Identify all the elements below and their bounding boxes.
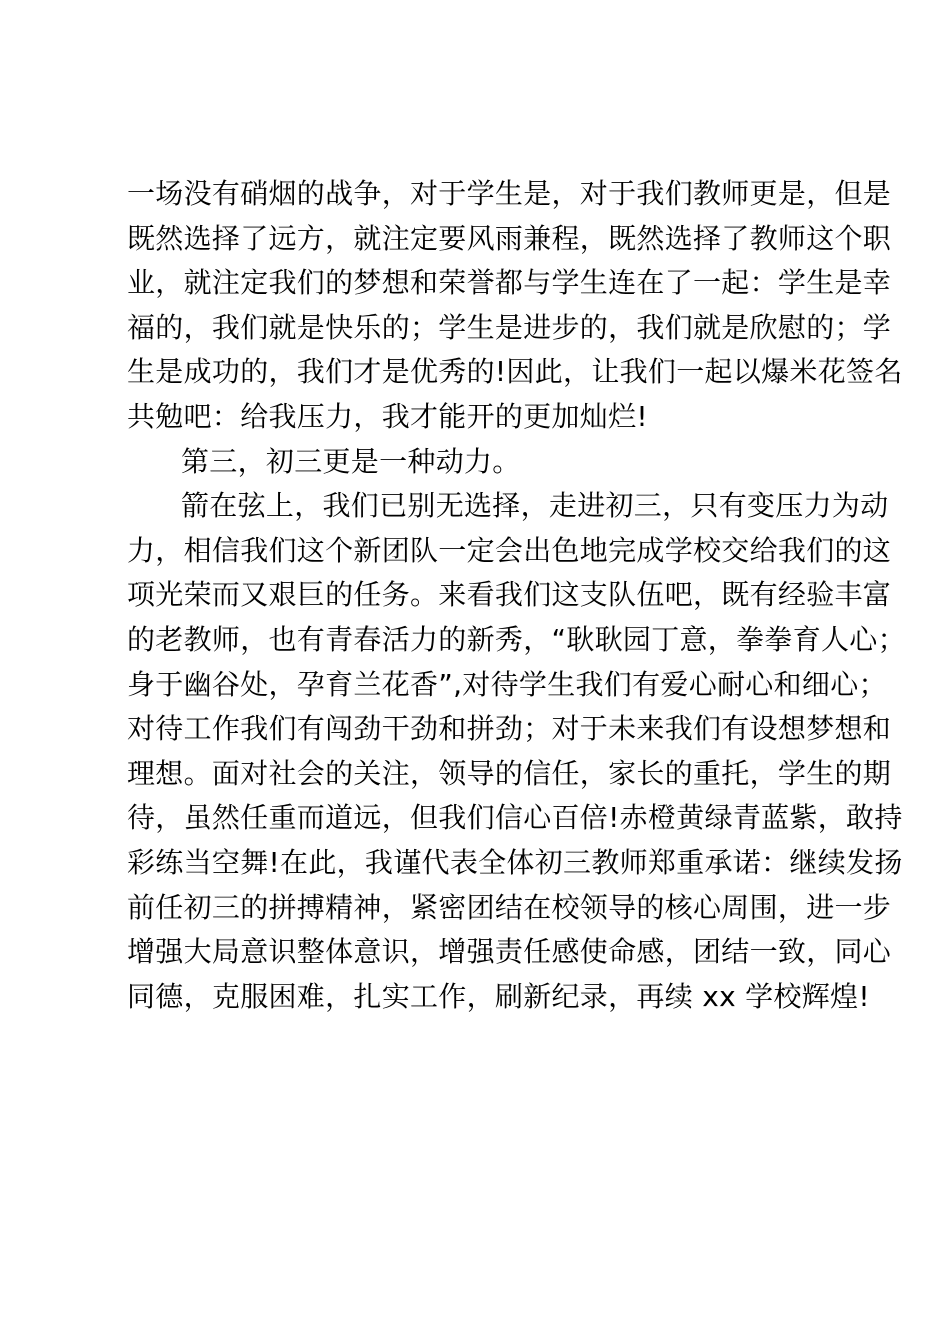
text-line: 共勉吧：给我压力，我才能开的更加灿烂! <box>127 399 648 433</box>
text-line: 项光荣而又艰巨的任务。来看我们这支队伍吧，既有经验丰富 <box>127 578 892 612</box>
text-line: 待，虽然任重而道远，但我们信心百倍!赤橙黄绿青蓝紫，敢持 <box>127 801 903 835</box>
text-line: 前任初三的拼搏精神，紧密团结在校领导的核心周围，进一步 <box>127 890 892 924</box>
text-line: 对待工作我们有闯劲干劲和拼劲；对于未来我们有设想梦想和 <box>127 712 892 746</box>
text-line: 理想。面对社会的关注，领导的信任，家长的重托，学生的期 <box>127 756 892 790</box>
text-line: 彩练当空舞!在此，我谨代表全体初三教师郑重承诺：继续发扬 <box>127 845 903 879</box>
text-line: 一场没有硝烟的战争，对于学生是，对于我们教师更是，但是 <box>127 177 892 210</box>
text-line: 力，相信我们这个新团队一定会出色地完成学校交给我们的这 <box>127 533 892 567</box>
text-line: 福的，我们就是快乐的；学生是进步的，我们就是欣慰的；学 <box>127 310 892 344</box>
paragraph-heading <box>127 440 867 485</box>
text-line: 增强大局意识整体意识，增强责任感使命感，团结一致，同心 <box>127 935 892 969</box>
text-line: 业，就注定我们的梦想和荣誉都与学生连在了一起：学生是幸 <box>127 266 892 300</box>
text-line: 既然选择了远方，就注定要风雨兼程，既然选择了教师这个职 <box>127 221 892 255</box>
document-body <box>127 172 906 1019</box>
text-line: 身于幽谷处，孕育兰花香”,对待学生我们有爱心耐心和细心； <box>127 667 887 701</box>
text-line: 第三，初三更是一种动力。 <box>181 444 521 478</box>
text-line: 箭在弦上，我们已别无选择，走进初三，只有变压力为动 <box>181 489 889 523</box>
paragraph <box>127 172 903 440</box>
text-line: 的老教师，也有青春活力的新秀，“耿耿园丁意，拳拳育人心； <box>127 622 906 656</box>
text-line: 同德，克服困难，扎实工作，刷新纪录，再续 xx 学校辉煌! <box>127 979 870 1013</box>
paragraph <box>127 484 906 1019</box>
text-line: 生是成功的，我们才是优秀的!因此，让我们一起以爆米花签名 <box>127 355 903 389</box>
